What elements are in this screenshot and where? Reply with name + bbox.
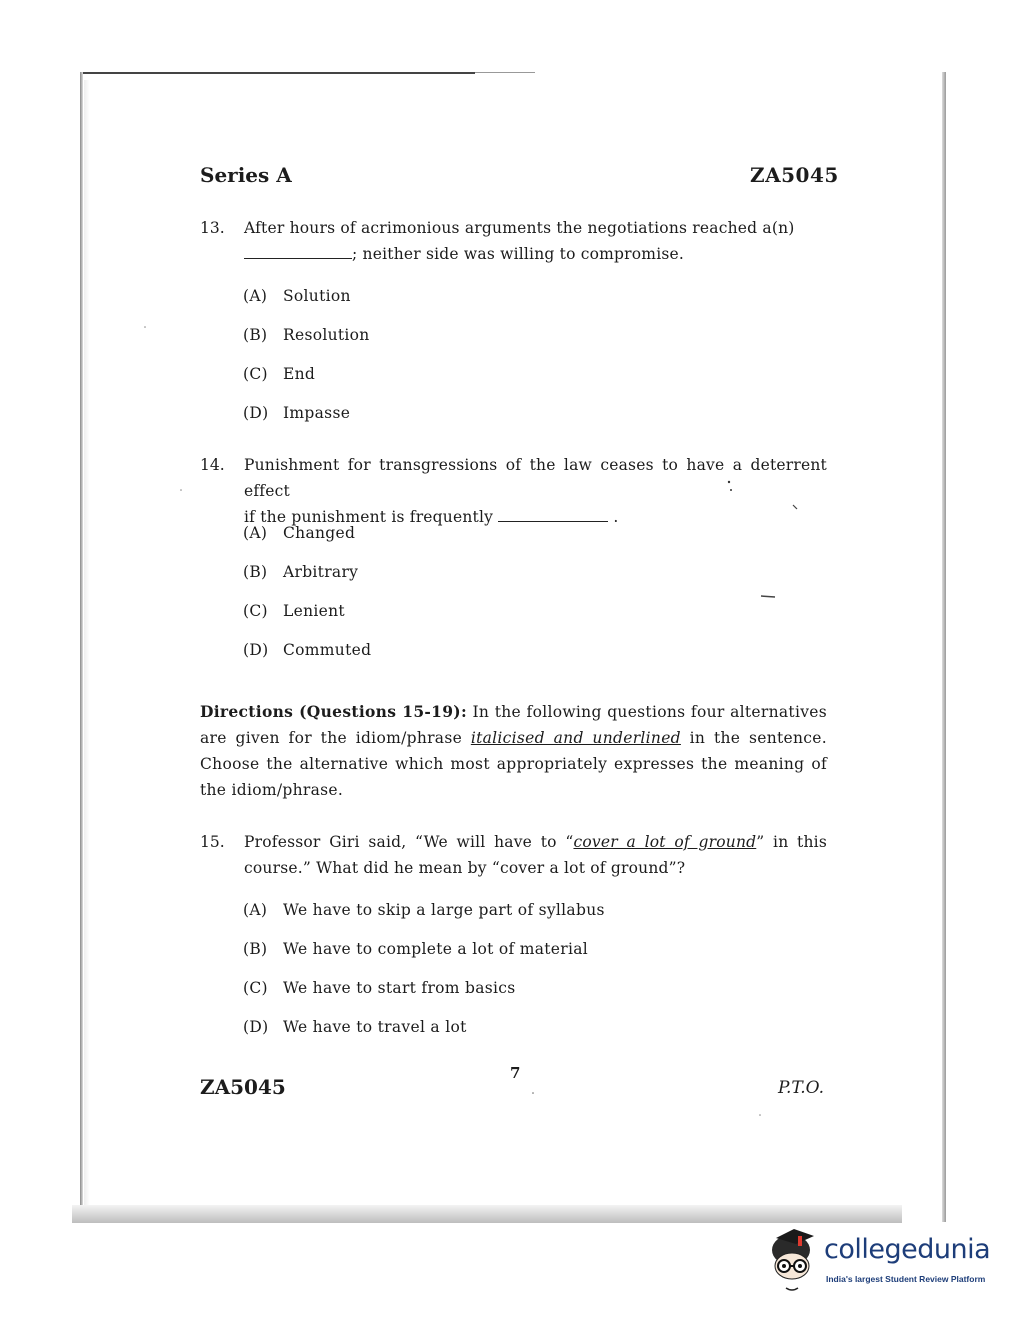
option-14-d: (D) Commuted <box>243 641 372 659</box>
directions-heading: Directions (Questions 15-19): <box>200 702 467 721</box>
question-number: 15. <box>200 833 225 851</box>
question-line-2-end: . <box>613 508 619 526</box>
question-line-1: Punishment for transgressions of the law ceases to have a deterrent effect <box>244 456 827 500</box>
option-13-a: (A) Solution <box>243 287 351 305</box>
option-15-b: (B) We have to complete a lot of material <box>243 940 589 958</box>
question-part-1: Professor Giri said, “We will have to “ <box>244 833 574 851</box>
paper-code: ZA5045 <box>750 163 839 187</box>
option-15-c: (C) We have to start from basics <box>243 979 516 997</box>
option-13-c: (C) End <box>243 365 316 383</box>
question-idiom: cover a lot of ground <box>573 833 757 851</box>
question-line-1: After hours of acrimonious arguments the negotiations reached a(n) <box>244 219 795 237</box>
logo-tagline: India's largest Student Review Platform <box>826 1274 986 1284</box>
question-number: 14. <box>200 456 225 474</box>
option-13-b: (B) Resolution <box>243 326 370 344</box>
collegedunia-logo <box>764 1228 994 1298</box>
question-part-2: ” in this course.” What did he mean by “cover a lot of ground”? <box>244 833 827 877</box>
option-14-b: (B) Arbitrary <box>243 563 359 581</box>
directions-emphasis: italicised and underlined <box>470 729 681 747</box>
pto-label: P.T.O. <box>778 1078 824 1098</box>
directions-text-2: in the sentence. Choose the alternative which most appropriately expresses the meaning of the idiom/phrase. <box>200 729 827 799</box>
question-line-2: ; neither side was willing to compromise. <box>352 245 685 263</box>
question-number: 13. <box>200 219 225 237</box>
series-label: Series A <box>200 163 292 187</box>
option-15-a: (A) We have to skip a large part of syllabus <box>243 901 605 919</box>
question-line-2: if the punishment is frequently <box>244 508 494 526</box>
option-13-d: (D) Impasse <box>243 404 351 422</box>
mascot-icon <box>764 1228 824 1298</box>
option-15-d: (D) We have to travel a lot <box>243 1018 467 1036</box>
option-14-a: (A) Changed <box>243 524 356 542</box>
directions-text-1: In the following questions four alternatives are given for the idiom/phrase <box>200 703 827 747</box>
page-number: 7 <box>510 1064 521 1082</box>
footer-paper-code: ZA5045 <box>200 1075 286 1099</box>
logo-wordmark: collegedunia <box>824 1234 991 1265</box>
option-14-c: (C) Lenient <box>243 602 345 620</box>
